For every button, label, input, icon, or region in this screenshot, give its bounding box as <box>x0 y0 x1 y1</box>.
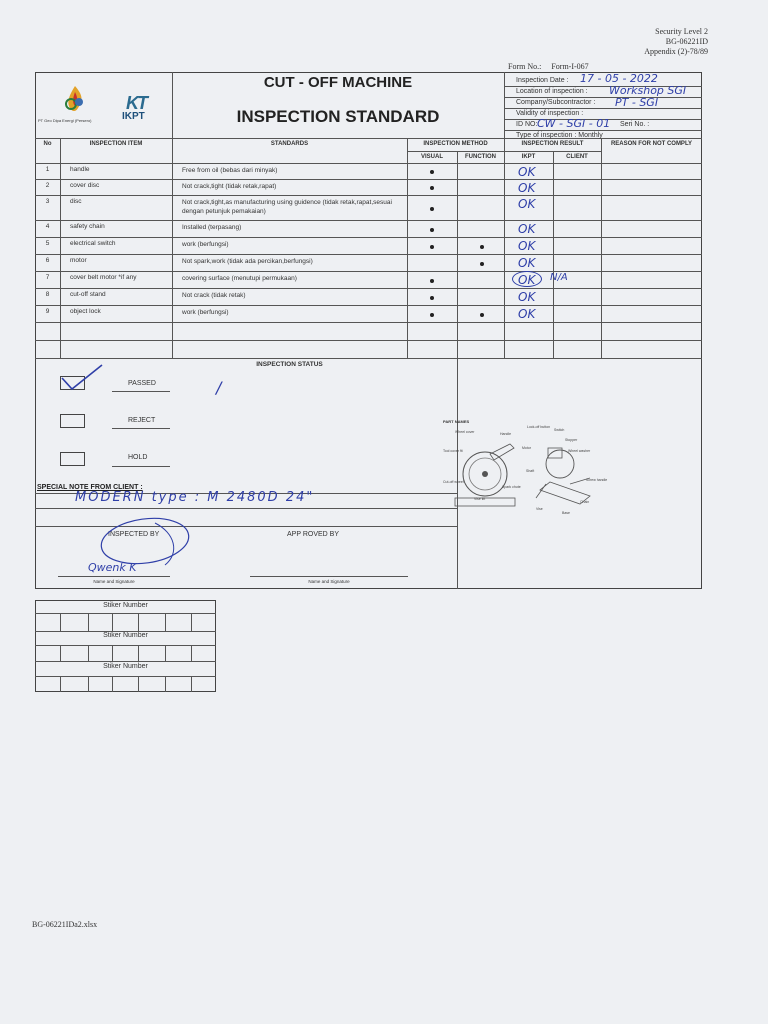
part-name-label: Handle <box>500 432 512 436</box>
col-standards: STANDARDS <box>270 141 309 147</box>
col-reason: REASON FOR NOT COMPLY <box>610 141 693 147</box>
circle-mark-icon <box>512 271 542 287</box>
reject-label: REJECT <box>128 417 156 424</box>
row-item: motor <box>70 257 87 264</box>
inspected-by-label: INSPECTED BY <box>108 531 160 538</box>
row-result-ikpt[interactable]: OK <box>518 239 536 253</box>
appendix: Appendix (2)-78/89 <box>644 47 708 56</box>
row-standard: Not crack,tight,as manufacturing using guidence (tidak retak,rapat,sesuai dengan petunjuk pemakaian) <box>182 199 392 215</box>
row-standard: covering surface (menutupi permukaan) <box>182 275 297 282</box>
row-no: 6 <box>45 257 50 264</box>
doc-title-line1: CUT - OFF MACHINE <box>263 74 413 91</box>
row-result-ikpt[interactable]: OK <box>518 273 536 287</box>
part-name-label: Stopper <box>565 438 578 442</box>
row-no: 9 <box>45 308 50 315</box>
row-item: cover belt motor *if any <box>70 274 137 281</box>
approved-by-label: APP ROVED BY <box>287 531 340 538</box>
part-name-label: Switch <box>554 428 565 432</box>
row-result-ikpt[interactable]: OK <box>518 197 536 211</box>
row-no: 1 <box>45 166 50 173</box>
doc-code: BG-06221ID <box>665 37 708 46</box>
col-inspection-method: INSPECTION METHOD <box>423 141 488 147</box>
form-no <box>508 62 589 71</box>
part-name-label: Lock-off button <box>527 425 551 429</box>
info-id-value[interactable]: CW - SGI - 01 <box>537 117 611 130</box>
visual-dot-icon <box>430 313 434 317</box>
row-result-ikpt[interactable]: OK <box>518 256 536 270</box>
doc-title-line2: INSPECTION STANDARD <box>236 107 440 126</box>
inspector-signature: Qwenk K <box>88 561 137 574</box>
row-no: 5 <box>45 240 50 247</box>
row-result-ikpt[interactable]: OK <box>518 307 536 321</box>
part-name-label: Wheel cover <box>455 430 475 434</box>
info-company-value[interactable]: PT - SGI <box>615 96 659 109</box>
row-no: 4 <box>45 223 50 230</box>
hold-label: HOLD <box>128 454 148 461</box>
row-no: 2 <box>45 182 50 189</box>
part-name-label: Vise <box>536 507 543 511</box>
row-result-ikpt[interactable]: OK <box>518 181 536 195</box>
col-function: FUNCTION <box>465 154 496 160</box>
part-name-label: Base <box>562 511 570 515</box>
row-item: disc <box>70 198 82 205</box>
part-name-label: Spark chute <box>502 485 521 489</box>
col-visual: VISUAL <box>420 154 443 160</box>
col-ikpt: IKPT <box>521 154 536 160</box>
part-name-label: Tool cover fit <box>443 449 463 453</box>
company-logo <box>62 84 88 121</box>
row-result-ikpt[interactable]: OK <box>518 165 536 179</box>
row-standard: Not spark,work (tidak ada percikan,berfungsi) <box>182 258 313 265</box>
info-location-label: Location of inspection : <box>516 88 588 95</box>
row-standard: Installed (terpasang) <box>182 224 242 231</box>
security-level: Security Level 2 <box>655 27 708 36</box>
ikpt-logo <box>126 94 162 112</box>
row-standard: Not crack,tight (tidak retak,rapat) <box>182 183 277 190</box>
part-name-label: Wheel washer <box>568 449 591 453</box>
col-inspection-result: INSPECTION RESULT <box>521 141 584 147</box>
name-signature-2: Name and Signature <box>308 579 350 584</box>
company-name: PT Geo Dipa Energi (Persero) <box>38 118 92 123</box>
visual-dot-icon <box>430 170 434 174</box>
row-no: 8 <box>45 291 50 298</box>
part-name-label: Cut-off wheel <box>443 480 464 484</box>
row-item: electrical switch <box>70 240 116 247</box>
reject-checkbox[interactable] <box>60 414 85 428</box>
info-id-label: ID NO: <box>516 121 538 128</box>
col-client: CLIENT <box>566 154 588 160</box>
row-standard: work (berfungsi) <box>182 241 229 248</box>
stiker-title-1: Stiker Number <box>103 602 148 609</box>
ikpt-label: IKPT <box>122 111 145 122</box>
part-name-label: Shaft <box>526 469 535 473</box>
row-result-note: N/A <box>550 272 568 283</box>
function-dot-icon <box>480 245 484 249</box>
passed-initial-mark: / <box>216 378 222 397</box>
form-no-value: Form-I-067 <box>551 62 589 71</box>
row-item: cover disc <box>70 182 100 189</box>
ikpt-mark: KT <box>126 93 146 113</box>
visual-dot-icon <box>430 186 434 190</box>
row-result-ikpt[interactable]: OK <box>518 222 536 236</box>
hold-checkbox[interactable] <box>60 452 85 466</box>
row-no: 7 <box>45 274 50 281</box>
row-standard: Free from oil (bebas dari minyak) <box>182 167 278 174</box>
col-no: No <box>43 141 52 147</box>
stiker-title-2: Stiker Number <box>103 632 148 639</box>
passed-label: PASSED <box>128 380 156 387</box>
name-signature-1: Name and Signature <box>93 579 135 584</box>
form-no-label: Form No.: <box>508 62 542 71</box>
row-item: object lock <box>70 308 101 315</box>
row-item: cut-off stand <box>70 291 106 298</box>
visual-dot-icon <box>430 228 434 232</box>
function-dot-icon <box>480 313 484 317</box>
row-item: safety chain <box>70 223 105 230</box>
part-name-label: Motor <box>522 446 531 450</box>
flame-logo-icon <box>62 84 88 116</box>
part-name-label: Screw handle <box>586 478 608 482</box>
info-validity-label: Validity of inspection : <box>516 110 584 117</box>
special-note-label: SPECIAL NOTE FROM CLIENT : <box>37 484 143 491</box>
row-standard: Not crack (tidak retak) <box>182 292 246 299</box>
info-company-label: Company/Subcontractor : <box>516 99 596 106</box>
header-codes <box>644 27 708 57</box>
function-dot-icon <box>480 262 484 266</box>
part-name-label: Vise lift <box>474 497 486 501</box>
visual-dot-icon <box>430 296 434 300</box>
info-type-label: Type of inspection : Monthly <box>516 132 603 139</box>
part-name-label: Chain <box>580 500 590 504</box>
stiker-title-3: Stiker Number <box>103 663 148 670</box>
inspection-status-title: INSPECTION STATUS <box>256 361 323 368</box>
row-standard: work (berfungsi) <box>182 309 229 316</box>
special-note-value[interactable]: MODERN type : M 2480D 24" <box>75 490 315 505</box>
row-result-ikpt[interactable]: OK <box>518 290 536 304</box>
col-inspection-item: INSPECTION ITEM <box>89 141 143 147</box>
info-inspection-date-label: Inspection Date : <box>516 77 569 84</box>
footer-filename: BG-06221IDa2.xlsx <box>32 920 98 929</box>
row-item: handle <box>70 166 90 173</box>
part-names-title: PART NAMES <box>443 419 470 424</box>
visual-dot-icon <box>430 245 434 249</box>
visual-dot-icon <box>430 279 434 283</box>
visual-dot-icon <box>430 207 434 211</box>
info-location-value[interactable]: Workshop SGI <box>609 84 687 97</box>
info-seri-label: Seri No. : <box>620 121 650 128</box>
info-inspection-date-value[interactable]: 17 - 05 - 2022 <box>580 72 658 85</box>
check-mark-icon <box>58 362 108 392</box>
row-no: 3 <box>45 198 50 205</box>
